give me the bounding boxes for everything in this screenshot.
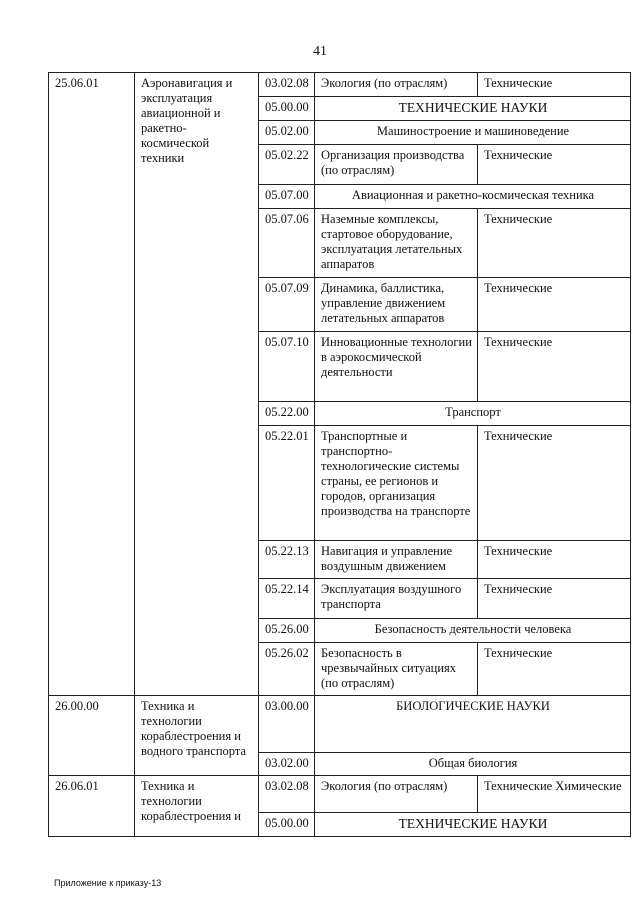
spec-name: Экология (по отраслям)	[315, 73, 478, 97]
program-code: 26.00.00	[49, 696, 135, 776]
section-code: 05.00.00	[259, 813, 315, 837]
section-code: 05.07.00	[259, 185, 315, 209]
spec-code: 05.07.06	[259, 209, 315, 278]
spec-name: Безопасность в чрезвычайных ситуациях (по отраслям)	[315, 643, 478, 696]
section-title: Безопасность деятельности человека	[315, 619, 631, 643]
section-title: ТЕХНИЧЕСКИЕ НАУКИ	[315, 813, 631, 837]
science-field: Технические	[478, 73, 631, 97]
program-name: Аэронавигация и эксплуатация авиационной и ракетно-космической техники	[135, 73, 259, 696]
section-code: 03.02.00	[259, 753, 315, 776]
section-code: 03.00.00	[259, 696, 315, 753]
spec-name: Наземные комплексы, стартовое оборудование, эксплуатация летательных аппаратов	[315, 209, 478, 278]
science-field: Технические	[478, 332, 631, 402]
section-title: Авиационная и ракетно-космическая техника	[315, 185, 631, 209]
spec-name: Инновационные технологии в аэрокосмической деятельности	[315, 332, 478, 402]
spec-code: 03.02.08	[259, 776, 315, 813]
spec-code: 05.22.13	[259, 541, 315, 579]
program-name: Техника и технологии кораблестроения и водного транспорта	[135, 696, 259, 776]
spec-code: 03.02.08	[259, 73, 315, 97]
footer-note: Приложение к приказу-13	[54, 878, 162, 888]
spec-name: Эксплуатация воздушного транспорта	[315, 579, 478, 619]
section-code: 05.00.00	[259, 97, 315, 121]
science-field: Технические	[478, 426, 631, 541]
page-number: 41	[313, 44, 327, 59]
science-field: Технические Химические	[478, 776, 631, 813]
section-title: БИОЛОГИЧЕСКИЕ НАУКИ	[315, 696, 631, 753]
program-code: 26.06.01	[49, 776, 135, 837]
section-title: ТЕХНИЧЕСКИЕ НАУКИ	[315, 97, 631, 121]
spec-name: Экология (по отраслям)	[315, 776, 478, 813]
spec-name: Транспортные и транспортно-технологические системы страны, ее регионов и городов, организация производства на транспорте	[315, 426, 478, 541]
science-field: Технические	[478, 278, 631, 332]
spec-code: 05.22.01	[259, 426, 315, 541]
science-field: Технические	[478, 579, 631, 619]
section-title: Машиностроение и машиноведение	[315, 121, 631, 145]
section-code: 05.22.00	[259, 402, 315, 426]
science-field: Технические	[478, 643, 631, 696]
section-code: 05.26.00	[259, 619, 315, 643]
spec-code: 05.07.09	[259, 278, 315, 332]
science-field: Технические	[478, 541, 631, 579]
section-title: Общая биология	[315, 753, 631, 776]
program-code: 25.06.01	[49, 73, 135, 696]
section-code: 05.02.00	[259, 121, 315, 145]
spec-name: Организация производства (по отраслям)	[315, 145, 478, 185]
spec-code: 05.26.02	[259, 643, 315, 696]
spec-code: 05.07.10	[259, 332, 315, 402]
spec-name: Динамика, баллистика, управление движением летательных аппаратов	[315, 278, 478, 332]
spec-code: 05.22.14	[259, 579, 315, 619]
science-field: Технические	[478, 209, 631, 278]
science-field: Технические	[478, 145, 631, 185]
section-title: Транспорт	[315, 402, 631, 426]
spec-name: Навигация и управление воздушным движением	[315, 541, 478, 579]
spec-code: 05.02.22	[259, 145, 315, 185]
specialties-table	[48, 72, 631, 837]
program-name: Техника и технологии кораблестроения и	[135, 776, 259, 837]
